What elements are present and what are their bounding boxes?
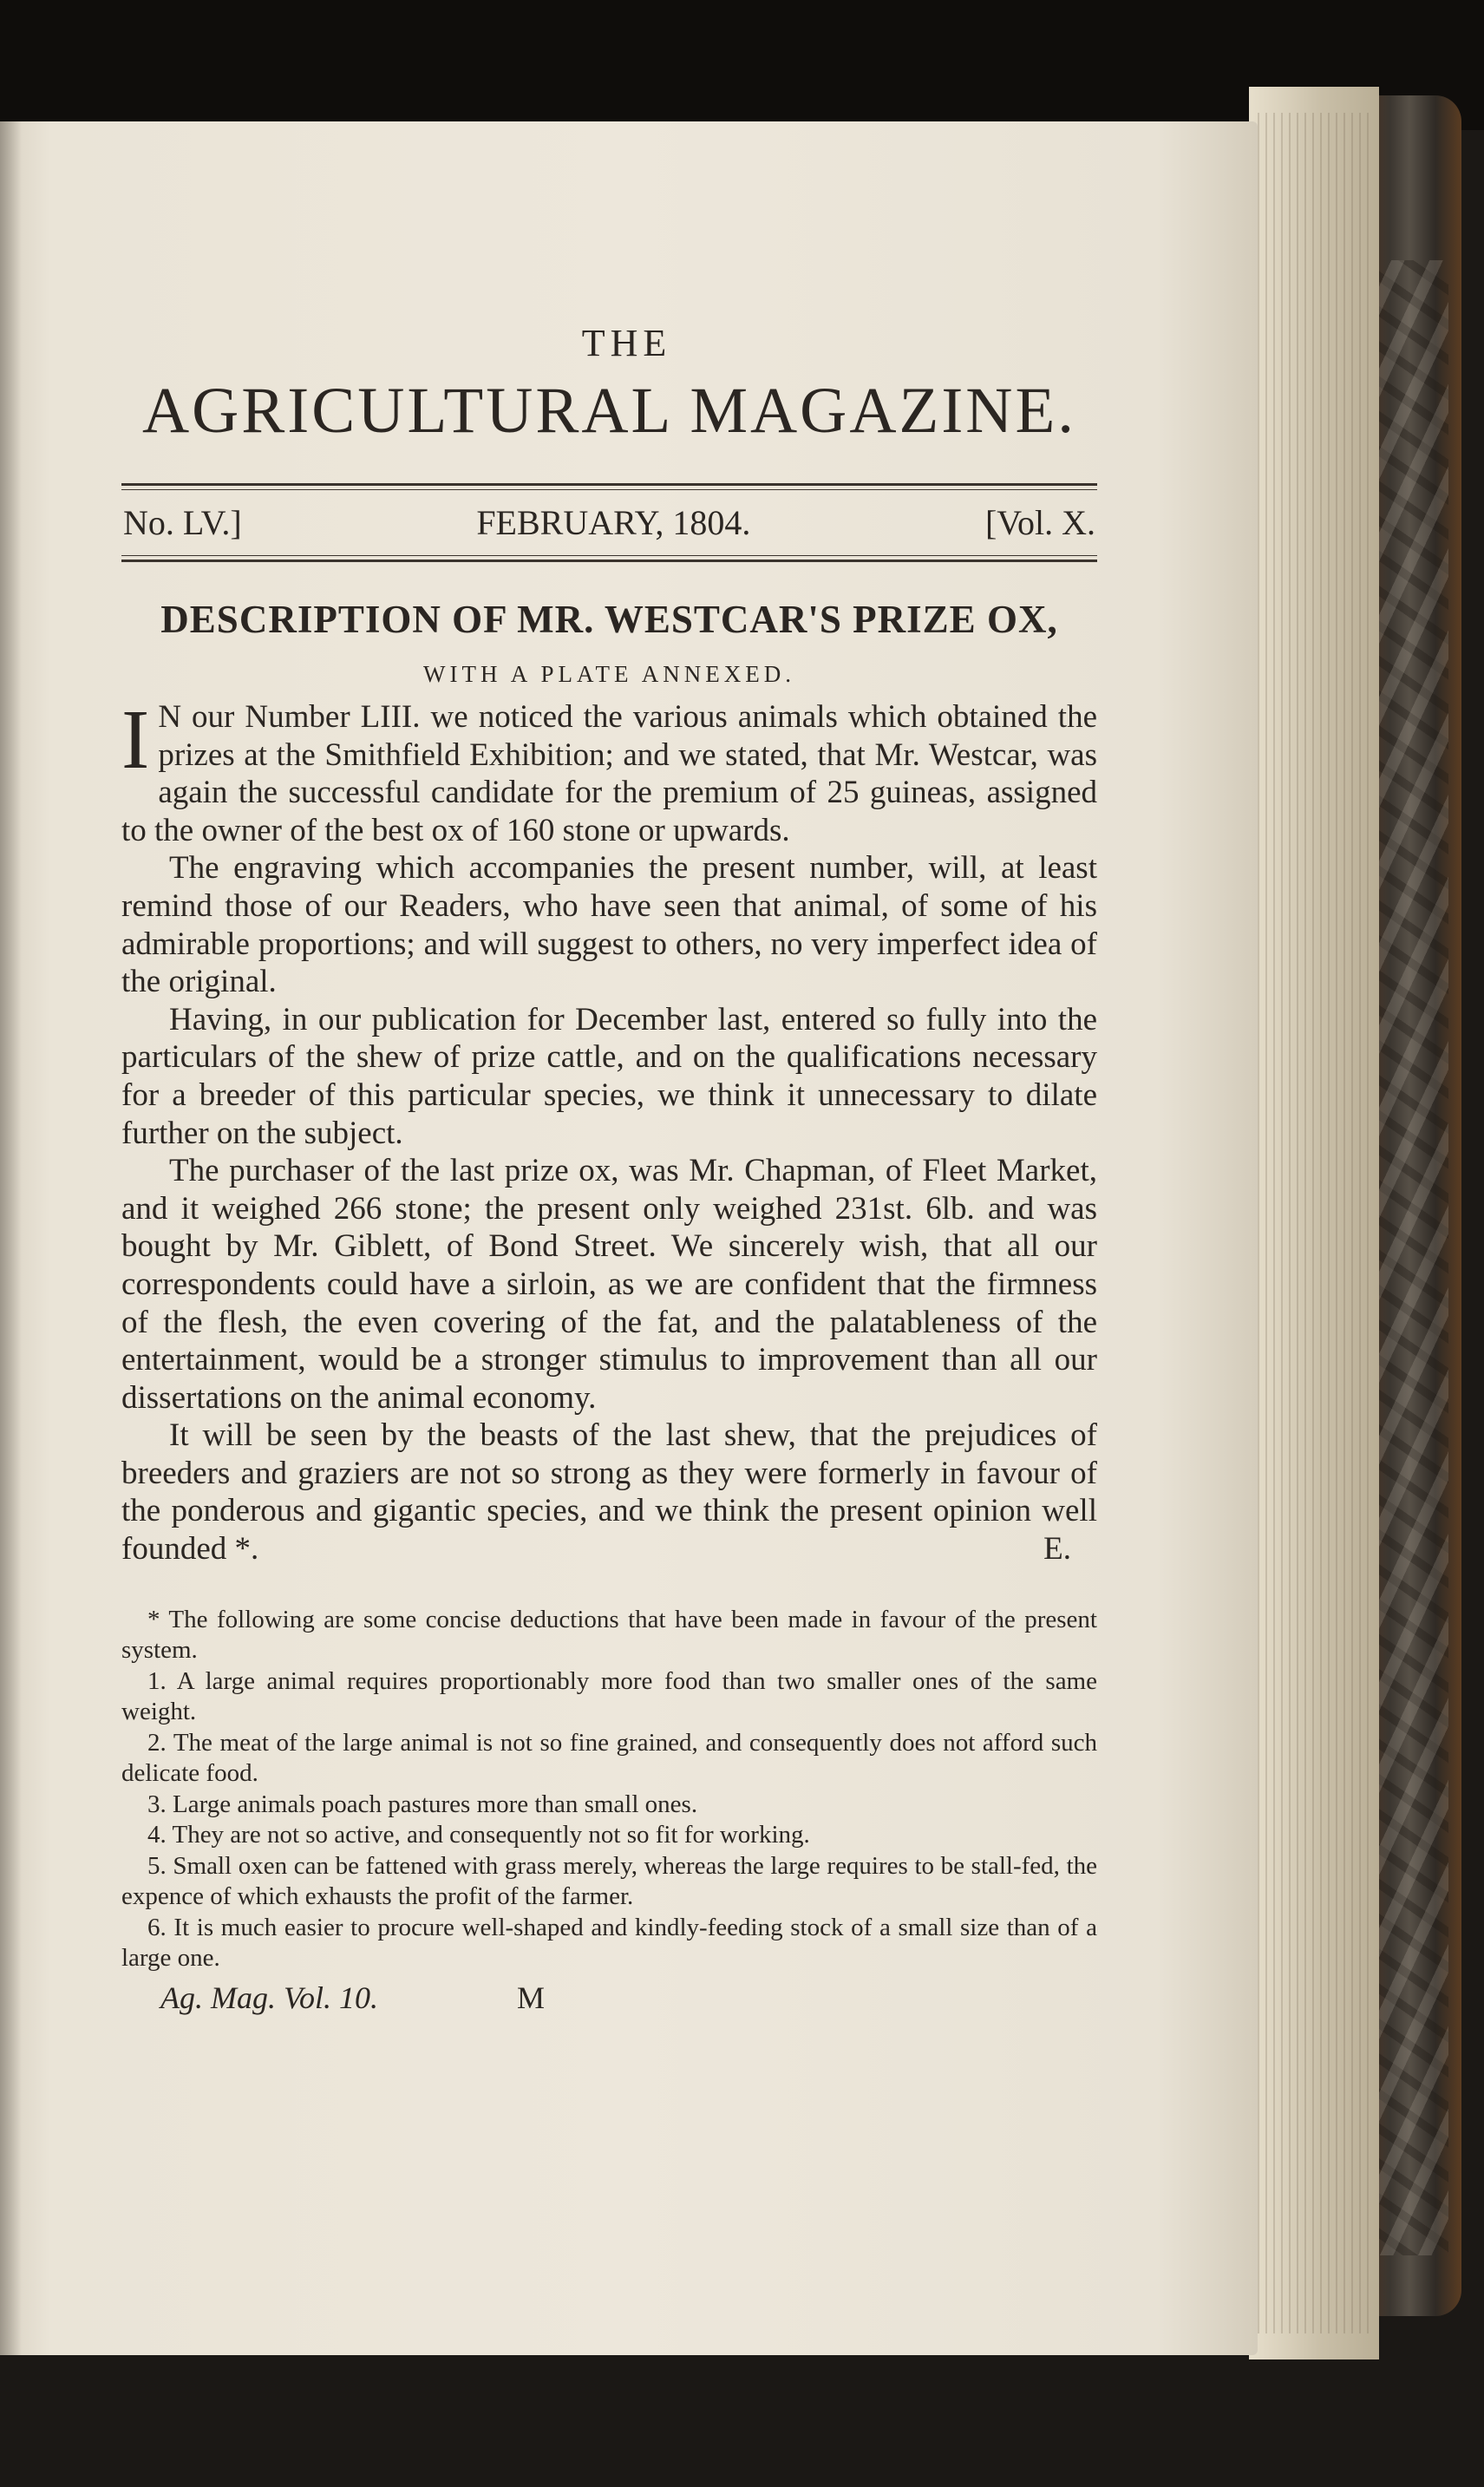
page-edges-lines: [1258, 113, 1370, 2333]
issue-date: FEBRUARY, 1804.: [476, 503, 751, 542]
footnote-item: 3. Large animals poach pastures more than small ones.: [147, 1790, 698, 1818]
footnote-intro: * The following are some concise deductions that have been made in favour of the present system.: [121, 1605, 1097, 1665]
article-title: DESCRIPTION OF MR. WESTCAR'S PRIZE OX,: [160, 598, 1058, 641]
paragraph-2: The engraving which accompanies the present number, will, at least remind those of our Readers, who have seen that animal, of some of his admirable proportions; and will suggest to others, no very imperfect idea of the original.: [121, 850, 1097, 1000]
top-rule: [121, 483, 1097, 490]
footnotes: [121, 1605, 1097, 1974]
drop-cap: I: [121, 693, 150, 786]
issue-number: No. LV.]: [123, 503, 242, 542]
article-subtitle: WITH A PLATE ANNEXED.: [423, 661, 795, 687]
page-footer: [121, 1980, 1097, 2016]
masthead: [121, 502, 1097, 543]
gutter-shadow: [0, 121, 22, 2355]
footnote-item: 1. A large animal requires proportionably more food than two smaller ones of the same weight.: [121, 1666, 1097, 1726]
footnote-item: 5. Small oxen can be fattened with grass merely, whereas the large requires to be stall-fed, the expence of which exhausts the profit of the farmer.: [121, 1851, 1097, 1911]
header-the: THE: [581, 322, 672, 364]
issue-volume: [Vol. X.: [984, 503, 1095, 542]
paragraph-1: [121, 693, 1097, 849]
paragraph-5: [121, 1417, 1097, 1567]
footnote-item: 2. The meat of the large animal is not so fine grained, and consequently does not afford such delicate food.: [121, 1728, 1097, 1788]
article-body: [121, 693, 1097, 1568]
article-signature: E.: [1043, 1531, 1071, 1567]
footnote-item: 4. They are not so active, and consequently not so fit for working.: [147, 1821, 810, 1849]
footer-signature: Ag. Mag. Vol. 10.: [160, 1980, 378, 2015]
bottom-rule: [121, 555, 1097, 562]
paragraph-5-text: It will be seen by the beasts of the last shew, that the prejudices of breeders and graziers are not so strong as they were formerly in favour of the ponderous and gigantic species, and we think the present opinion well founded *.: [121, 1417, 1097, 1567]
paragraph-4: The purchaser of the last prize ox, was Mr. Chapman, of Fleet Market, and it weighed 266 stone; the present only weighed 231st. 6lb. and was bought by Mr. Giblett, of Bond Street. We sincerely wish, that all our correspondents could have a sirloin, as we are confident that the firmness of the flesh, the even covering of the fat, and the palatableness of the entertainment, would be a stronger stimulus to improvement than all our dissertations on the animal economy.: [121, 1153, 1097, 1416]
signature-mark: M: [516, 1980, 545, 2015]
paragraph-1-text: N our Number LIII. we noticed the various animals which obtained the prizes at the Smithfield Exhibition; and we stated, that Mr. Westcar, was again the successful candidate for the premium of 25 guineas, assigned to the owner of the best ox of 160 stone or upwards.: [121, 699, 1097, 848]
footnote-item: 6. It is much easier to procure well-shaped and kindly-feeding stock of a small size than of a large one.: [121, 1913, 1097, 1973]
paragraph-3: Having, in our publication for December last, entered so fully into the particulars of the shew of prize cattle, and on the qualifications necessary for a breeder of this particular species, we think it unnecessary to dilate further on the subject.: [121, 1001, 1097, 1151]
page-content: [121, 321, 1097, 2016]
magazine-title: AGRICULTURAL MAGAZINE.: [141, 375, 1077, 447]
